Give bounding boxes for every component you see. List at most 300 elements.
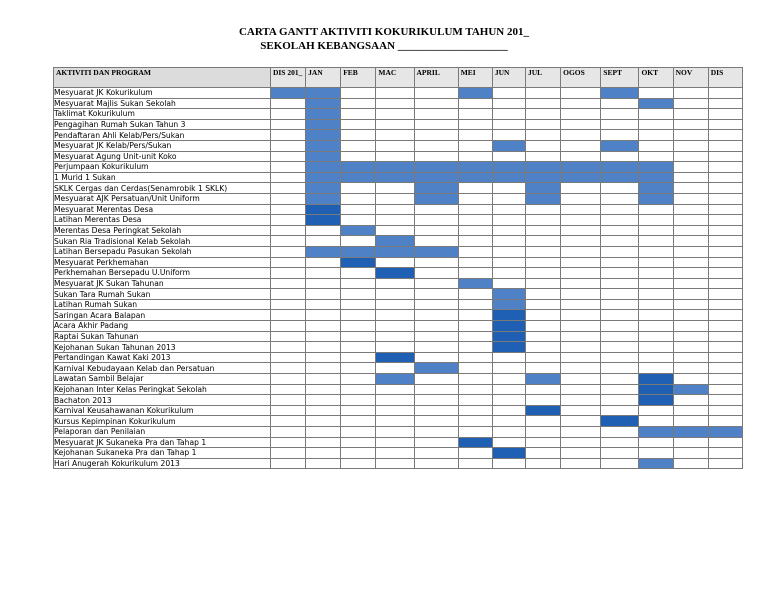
gantt-cell-empty — [270, 215, 305, 226]
table-row — [54, 119, 743, 130]
gantt-cell-empty — [601, 109, 639, 120]
gantt-cell-empty — [414, 321, 458, 332]
gantt-bar — [492, 162, 525, 173]
gantt-bar — [306, 88, 341, 99]
gantt-cell-empty — [376, 437, 414, 448]
gantt-cell-empty — [492, 257, 525, 268]
activity-label: Saringan Acara Balapan — [54, 310, 271, 321]
gantt-cell-empty — [458, 331, 492, 342]
gantt-cell-empty — [492, 151, 525, 162]
gantt-cell-empty — [492, 458, 525, 469]
gantt-cell-empty — [601, 395, 639, 406]
gantt-cell-empty — [458, 140, 492, 151]
gantt-bar — [341, 172, 376, 183]
gantt-cell-empty — [492, 109, 525, 120]
activity-label: Bachaton 2013 — [54, 395, 271, 406]
gantt-cell-empty — [561, 193, 601, 204]
gantt-cell-empty — [492, 246, 525, 257]
table-row — [54, 204, 743, 215]
gantt-cell-empty — [525, 119, 560, 130]
gantt-cell-empty — [601, 331, 639, 342]
gantt-cell-empty — [708, 310, 742, 321]
gantt-cell-empty — [341, 310, 376, 321]
gantt-cell-empty — [414, 374, 458, 385]
gantt-cell-empty — [341, 204, 376, 215]
gantt-cell-empty — [525, 427, 560, 438]
gantt-cell-empty — [561, 384, 601, 395]
gantt-cell-empty — [492, 130, 525, 141]
gantt-cell-empty — [376, 204, 414, 215]
table-row — [54, 384, 743, 395]
activity-label: SKLK Cergas dan Cerdas(Senamrobik 1 SKLK) — [54, 183, 271, 194]
activity-label: 1 Murid 1 Sukan — [54, 172, 271, 183]
gantt-cell-empty — [561, 130, 601, 141]
gantt-cell-empty — [525, 331, 560, 342]
activity-label: Hari Anugerah Kokurikulum 2013 — [54, 458, 271, 469]
gantt-cell-empty — [270, 109, 305, 120]
gantt-cell-empty — [708, 437, 742, 448]
activity-label: Raptai Sukan Tahunan — [54, 331, 271, 342]
gantt-cell-empty — [341, 130, 376, 141]
activity-header: AKTIVITI DAN PROGRAM — [54, 68, 271, 88]
table-row — [54, 278, 743, 289]
gantt-cell-empty — [458, 384, 492, 395]
gantt-cell-empty — [458, 130, 492, 141]
gantt-cell-empty — [270, 151, 305, 162]
table-row — [54, 172, 743, 183]
gantt-cell-empty — [306, 384, 341, 395]
gantt-cell-empty — [270, 321, 305, 332]
gantt-cell-empty — [341, 448, 376, 459]
gantt-cell-empty — [525, 437, 560, 448]
gantt-cell-empty — [414, 289, 458, 300]
month-header: FEB — [341, 68, 376, 88]
gantt-cell-empty — [601, 427, 639, 438]
header-row — [54, 68, 743, 88]
gantt-cell-empty — [376, 416, 414, 427]
gantt-bar — [561, 172, 601, 183]
gantt-cell-empty — [639, 342, 673, 353]
gantt-cell-empty — [306, 405, 341, 416]
gantt-cell-empty — [376, 215, 414, 226]
gantt-cell-empty — [708, 98, 742, 109]
gantt-cell-empty — [306, 363, 341, 374]
gantt-cell-empty — [525, 352, 560, 363]
activity-label: Pengagihan Rumah Sukan Tahun 3 — [54, 119, 271, 130]
activity-label: Mesyuarat Majlis Sukan Sekolah — [54, 98, 271, 109]
gantt-bar — [306, 119, 341, 130]
gantt-cell-empty — [673, 458, 708, 469]
gantt-bar — [601, 88, 639, 99]
activity-label: Perkhemahan Bersepadu U.Uniform — [54, 268, 271, 279]
month-header: DIS — [708, 68, 742, 88]
gantt-cell-empty — [673, 193, 708, 204]
gantt-cell-empty — [639, 215, 673, 226]
gantt-cell-empty — [673, 215, 708, 226]
gantt-cell-empty — [270, 363, 305, 374]
gantt-bar — [341, 162, 376, 173]
gantt-bar — [376, 374, 414, 385]
gantt-cell-empty — [525, 215, 560, 226]
gantt-cell-empty — [376, 278, 414, 289]
gantt-cell-empty — [414, 331, 458, 342]
gantt-cell-empty — [601, 299, 639, 310]
gantt-cell-empty — [561, 395, 601, 406]
gantt-cell-empty — [270, 140, 305, 151]
gantt-cell-empty — [673, 321, 708, 332]
activity-label: Sukan Ria Tradisional Kelab Sekolah — [54, 236, 271, 247]
gantt-cell-empty — [492, 416, 525, 427]
gantt-cell-empty — [673, 130, 708, 141]
gantt-cell-empty — [376, 299, 414, 310]
gantt-cell-empty — [561, 437, 601, 448]
gantt-bar — [306, 183, 341, 194]
gantt-cell-empty — [341, 363, 376, 374]
gantt-cell-empty — [414, 204, 458, 215]
table-row — [54, 416, 743, 427]
gantt-cell-empty — [708, 151, 742, 162]
gantt-cell-empty — [376, 88, 414, 99]
table-row — [54, 427, 743, 438]
gantt-body — [54, 88, 743, 469]
gantt-bar — [601, 162, 639, 173]
gantt-cell-empty — [639, 278, 673, 289]
gantt-cell-empty — [708, 257, 742, 268]
gantt-cell-empty — [708, 278, 742, 289]
gantt-cell-empty — [306, 268, 341, 279]
activity-label: Mesyuarat JK Kelab/Pers/Sukan — [54, 140, 271, 151]
gantt-cell-empty — [525, 268, 560, 279]
table-row — [54, 331, 743, 342]
gantt-cell-empty — [561, 151, 601, 162]
gantt-cell-empty — [458, 151, 492, 162]
gantt-cell-empty — [341, 151, 376, 162]
gantt-cell-empty — [458, 183, 492, 194]
gantt-cell-empty — [601, 374, 639, 385]
activity-label: Merentas Desa Peringkat Sekolah — [54, 225, 271, 236]
table-row — [54, 352, 743, 363]
gantt-cell-empty — [492, 384, 525, 395]
month-header: OKT — [639, 68, 673, 88]
gantt-cell-empty — [601, 204, 639, 215]
gantt-cell-empty — [639, 299, 673, 310]
gantt-cell-empty — [601, 289, 639, 300]
gantt-bar — [414, 363, 458, 374]
gantt-cell-empty — [673, 310, 708, 321]
activity-label: Kursus Kepimpinan Kokurikulum — [54, 416, 271, 427]
gantt-cell-empty — [673, 246, 708, 257]
gantt-cell-empty — [673, 88, 708, 99]
gantt-cell-empty — [639, 246, 673, 257]
activity-label: Karnival Keusahawanan Kokurikulum — [54, 405, 271, 416]
gantt-cell-empty — [492, 225, 525, 236]
gantt-cell-empty — [341, 183, 376, 194]
gantt-cell-empty — [525, 140, 560, 151]
gantt-cell-empty — [492, 363, 525, 374]
gantt-cell-empty — [414, 310, 458, 321]
gantt-cell-empty — [639, 268, 673, 279]
gantt-cell-empty — [376, 119, 414, 130]
table-row — [54, 342, 743, 353]
activity-label: Lawatan Sambil Belajar — [54, 374, 271, 385]
gantt-cell-empty — [376, 331, 414, 342]
gantt-cell-empty — [601, 384, 639, 395]
month-header: JAN — [306, 68, 341, 88]
gantt-cell-empty — [306, 352, 341, 363]
gantt-cell-empty — [341, 331, 376, 342]
gantt-cell-empty — [525, 130, 560, 141]
gantt-cell-empty — [673, 289, 708, 300]
gantt-cell-empty — [270, 374, 305, 385]
gantt-cell-empty — [673, 172, 708, 183]
gantt-cell-empty — [341, 321, 376, 332]
activity-label: Mesyuarat Merentas Desa — [54, 204, 271, 215]
gantt-cell-empty — [708, 193, 742, 204]
gantt-bar — [601, 172, 639, 183]
gantt-cell-empty — [458, 215, 492, 226]
gantt-cell-empty — [414, 448, 458, 459]
activity-label: Perjumpaan Kokurikulum — [54, 162, 271, 173]
gantt-bar — [708, 427, 742, 438]
gantt-cell-empty — [376, 225, 414, 236]
gantt-cell-empty — [673, 140, 708, 151]
gantt-cell-empty — [458, 352, 492, 363]
activity-label: Latihan Merentas Desa — [54, 215, 271, 226]
gantt-cell-empty — [601, 119, 639, 130]
gantt-cell-empty — [708, 352, 742, 363]
gantt-cell-empty — [414, 225, 458, 236]
gantt-cell-empty — [341, 268, 376, 279]
gantt-cell-empty — [270, 427, 305, 438]
table-row — [54, 395, 743, 406]
gantt-cell-empty — [341, 458, 376, 469]
gantt-cell-empty — [525, 384, 560, 395]
gantt-cell-empty — [458, 395, 492, 406]
gantt-table — [53, 67, 743, 469]
gantt-bar — [492, 299, 525, 310]
activity-label: Mesyuarat JK Sukan Tahunan — [54, 278, 271, 289]
gantt-cell-empty — [458, 363, 492, 374]
gantt-cell-empty — [458, 310, 492, 321]
gantt-cell-empty — [561, 427, 601, 438]
gantt-cell-empty — [492, 427, 525, 438]
gantt-cell-empty — [708, 268, 742, 279]
gantt-cell-empty — [341, 278, 376, 289]
gantt-cell-empty — [270, 183, 305, 194]
activity-label: Mesyuarat AJK Persatuan/Unit Uniform — [54, 193, 271, 204]
gantt-cell-empty — [525, 289, 560, 300]
gantt-bar — [492, 172, 525, 183]
gantt-cell-empty — [525, 109, 560, 120]
activity-label: Karnival Kebudayaan Kelab dan Persatuan — [54, 363, 271, 374]
gantt-cell-empty — [708, 405, 742, 416]
gantt-bar-dark — [492, 342, 525, 353]
gantt-cell-empty — [561, 98, 601, 109]
gantt-bar — [492, 289, 525, 300]
gantt-cell-empty — [525, 395, 560, 406]
gantt-cell-empty — [414, 384, 458, 395]
gantt-bar — [306, 140, 341, 151]
gantt-cell-empty — [561, 342, 601, 353]
gantt-cell-empty — [376, 321, 414, 332]
table-row — [54, 140, 743, 151]
gantt-cell-empty — [673, 268, 708, 279]
gantt-bar — [376, 246, 414, 257]
gantt-cell-empty — [270, 395, 305, 406]
gantt-cell-empty — [639, 88, 673, 99]
month-header: MEI — [458, 68, 492, 88]
gantt-cell-empty — [458, 204, 492, 215]
gantt-cell-empty — [601, 405, 639, 416]
gantt-cell-empty — [414, 140, 458, 151]
gantt-cell-empty — [561, 278, 601, 289]
gantt-cell-empty — [306, 299, 341, 310]
gantt-cell-empty — [673, 204, 708, 215]
gantt-cell-empty — [341, 109, 376, 120]
gantt-cell-empty — [708, 172, 742, 183]
gantt-cell-empty — [270, 130, 305, 141]
gantt-bar — [458, 162, 492, 173]
chart-title: CARTA GANTT AKTIVITI KOKURIKULUM TAHUN 201_ — [238, 26, 530, 38]
gantt-cell-empty — [639, 130, 673, 141]
gantt-bar — [376, 172, 414, 183]
gantt-cell-empty — [492, 236, 525, 247]
gantt-cell-empty — [414, 342, 458, 353]
gantt-cell-empty — [708, 162, 742, 173]
gantt-cell-empty — [708, 374, 742, 385]
gantt-cell-empty — [270, 193, 305, 204]
gantt-cell-empty — [561, 88, 601, 99]
gantt-bar-dark — [525, 405, 560, 416]
gantt-cell-empty — [270, 204, 305, 215]
gantt-cell-empty — [561, 352, 601, 363]
gantt-cell-empty — [525, 458, 560, 469]
gantt-cell-empty — [414, 119, 458, 130]
gantt-cell-empty — [673, 448, 708, 459]
gantt-cell-empty — [376, 183, 414, 194]
gantt-cell-empty — [270, 246, 305, 257]
gantt-cell-empty — [341, 352, 376, 363]
gantt-bar — [639, 193, 673, 204]
gantt-cell-empty — [458, 225, 492, 236]
gantt-cell-empty — [673, 374, 708, 385]
activity-label: Mesyuarat Agung Unit-unit Koko — [54, 151, 271, 162]
table-row — [54, 299, 743, 310]
gantt-cell-empty — [525, 88, 560, 99]
gantt-bar — [525, 374, 560, 385]
gantt-cell-empty — [525, 246, 560, 257]
gantt-cell-empty — [708, 88, 742, 99]
gantt-cell-empty — [414, 236, 458, 247]
gantt-cell-empty — [270, 289, 305, 300]
gantt-bar — [639, 172, 673, 183]
gantt-cell-empty — [708, 246, 742, 257]
table-row — [54, 437, 743, 448]
gantt-cell-empty — [525, 204, 560, 215]
gantt-cell-empty — [341, 416, 376, 427]
gantt-cell-empty — [341, 98, 376, 109]
gantt-cell-empty — [639, 140, 673, 151]
gantt-cell-empty — [458, 374, 492, 385]
gantt-cell-empty — [639, 448, 673, 459]
gantt-cell-empty — [561, 458, 601, 469]
gantt-cell-empty — [492, 215, 525, 226]
gantt-cell-empty — [270, 225, 305, 236]
table-row — [54, 215, 743, 226]
gantt-cell-empty — [270, 448, 305, 459]
gantt-bar — [525, 193, 560, 204]
gantt-cell-empty — [601, 310, 639, 321]
gantt-cell-empty — [458, 321, 492, 332]
gantt-cell-empty — [270, 405, 305, 416]
gantt-bar — [306, 109, 341, 120]
gantt-bar-dark — [639, 395, 673, 406]
gantt-cell-empty — [639, 363, 673, 374]
gantt-cell-empty — [601, 246, 639, 257]
gantt-cell-empty — [525, 416, 560, 427]
table-row — [54, 130, 743, 141]
gantt-cell-empty — [458, 119, 492, 130]
gantt-cell-empty — [525, 278, 560, 289]
month-header: DIS 201_ — [270, 68, 305, 88]
gantt-bar — [414, 162, 458, 173]
school-name-line: SEKOLAH KEBANGSAAN ____________________ — [260, 40, 508, 52]
gantt-cell-empty — [673, 278, 708, 289]
gantt-bar-dark — [639, 374, 673, 385]
gantt-cell-empty — [639, 437, 673, 448]
activity-label: Pertandingan Kawat Kaki 2013 — [54, 352, 271, 363]
gantt-cell-empty — [601, 225, 639, 236]
table-row — [54, 236, 743, 247]
gantt-bar — [306, 151, 341, 162]
gantt-cell-empty — [306, 289, 341, 300]
gantt-cell-empty — [561, 236, 601, 247]
gantt-cell-empty — [414, 268, 458, 279]
gantt-cell-empty — [639, 236, 673, 247]
gantt-bar — [306, 98, 341, 109]
gantt-cell-empty — [525, 342, 560, 353]
gantt-cell-empty — [270, 236, 305, 247]
gantt-cell-empty — [341, 405, 376, 416]
gantt-cell-empty — [306, 321, 341, 332]
gantt-cell-empty — [492, 204, 525, 215]
gantt-cell-empty — [341, 427, 376, 438]
gantt-bar — [458, 88, 492, 99]
gantt-cell-empty — [270, 278, 305, 289]
gantt-bar — [341, 246, 376, 257]
gantt-cell-empty — [601, 236, 639, 247]
gantt-cell-empty — [561, 119, 601, 130]
gantt-cell-empty — [601, 151, 639, 162]
table-row — [54, 448, 743, 459]
gantt-cell-empty — [561, 416, 601, 427]
gantt-cell-empty — [306, 331, 341, 342]
gantt-cell-empty — [458, 109, 492, 120]
gantt-cell-empty — [708, 458, 742, 469]
table-row — [54, 246, 743, 257]
gantt-cell-empty — [561, 204, 601, 215]
gantt-cell-empty — [414, 395, 458, 406]
gantt-cell-empty — [376, 151, 414, 162]
gantt-cell-empty — [341, 289, 376, 300]
gantt-cell-empty — [341, 437, 376, 448]
gantt-cell-empty — [601, 352, 639, 363]
gantt-cell-empty — [306, 416, 341, 427]
table-row — [54, 88, 743, 99]
gantt-cell-empty — [601, 342, 639, 353]
gantt-cell-empty — [708, 448, 742, 459]
gantt-cell-empty — [341, 395, 376, 406]
